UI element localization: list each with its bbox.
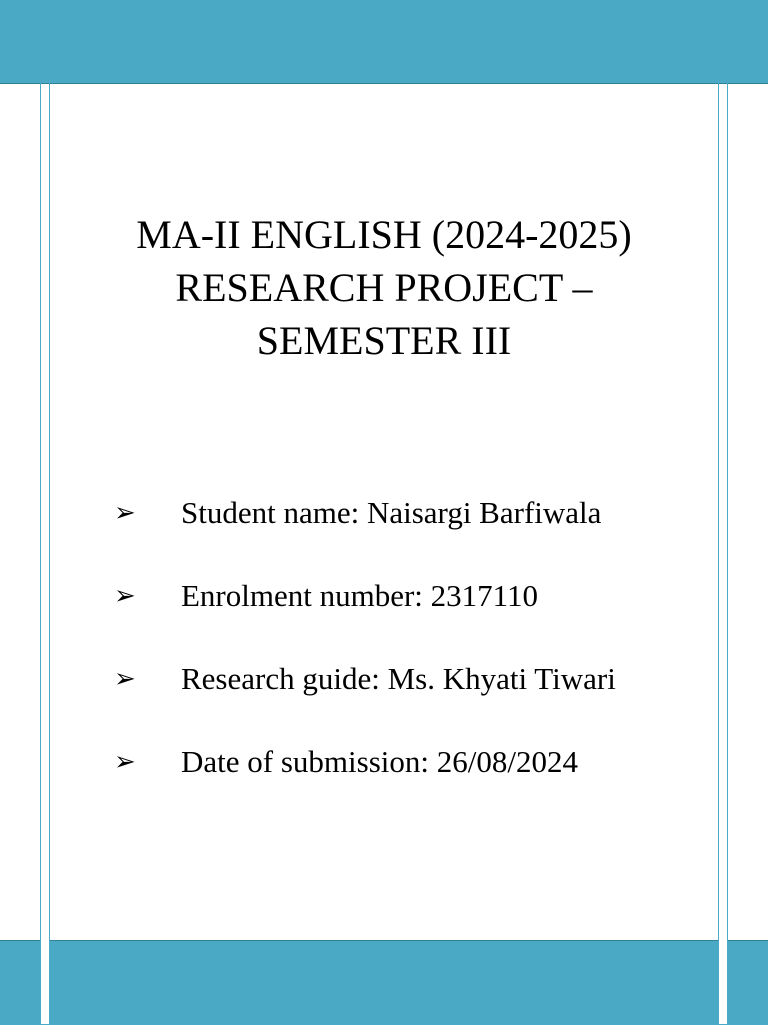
arrow-bullet-icon: ➢	[114, 581, 136, 611]
research-guide-text: Research guide: Ms. Khyati Tiwari	[181, 661, 616, 696]
top-decorative-band	[0, 0, 768, 84]
list-item-date-of-submission	[0, 739, 768, 822]
enrolment-number-text: Enrolment number: 2317110	[181, 578, 539, 613]
list-item-research-guide	[0, 656, 768, 739]
page-title	[50, 208, 718, 367]
title-line-2: RESEARCH PROJECT –	[175, 265, 593, 310]
list-item-enrolment-number	[0, 573, 768, 656]
project-details-list	[0, 490, 768, 822]
title-line-3: SEMESTER III	[256, 318, 512, 363]
date-of-submission-text: Date of submission: 26/08/2024	[181, 744, 578, 779]
bottom-band-gap-right	[719, 940, 727, 1024]
arrow-bullet-icon: ➢	[114, 664, 136, 694]
title-line-1: MA-II ENGLISH (2024-2025)	[136, 212, 632, 257]
bottom-band-gap-left	[41, 940, 49, 1024]
list-item-student-name	[0, 490, 768, 573]
bottom-decorative-band	[0, 940, 768, 1025]
arrow-bullet-icon: ➢	[114, 498, 136, 528]
arrow-bullet-icon: ➢	[114, 747, 136, 777]
student-name-text: Student name: Naisargi Barfiwala	[181, 495, 602, 530]
